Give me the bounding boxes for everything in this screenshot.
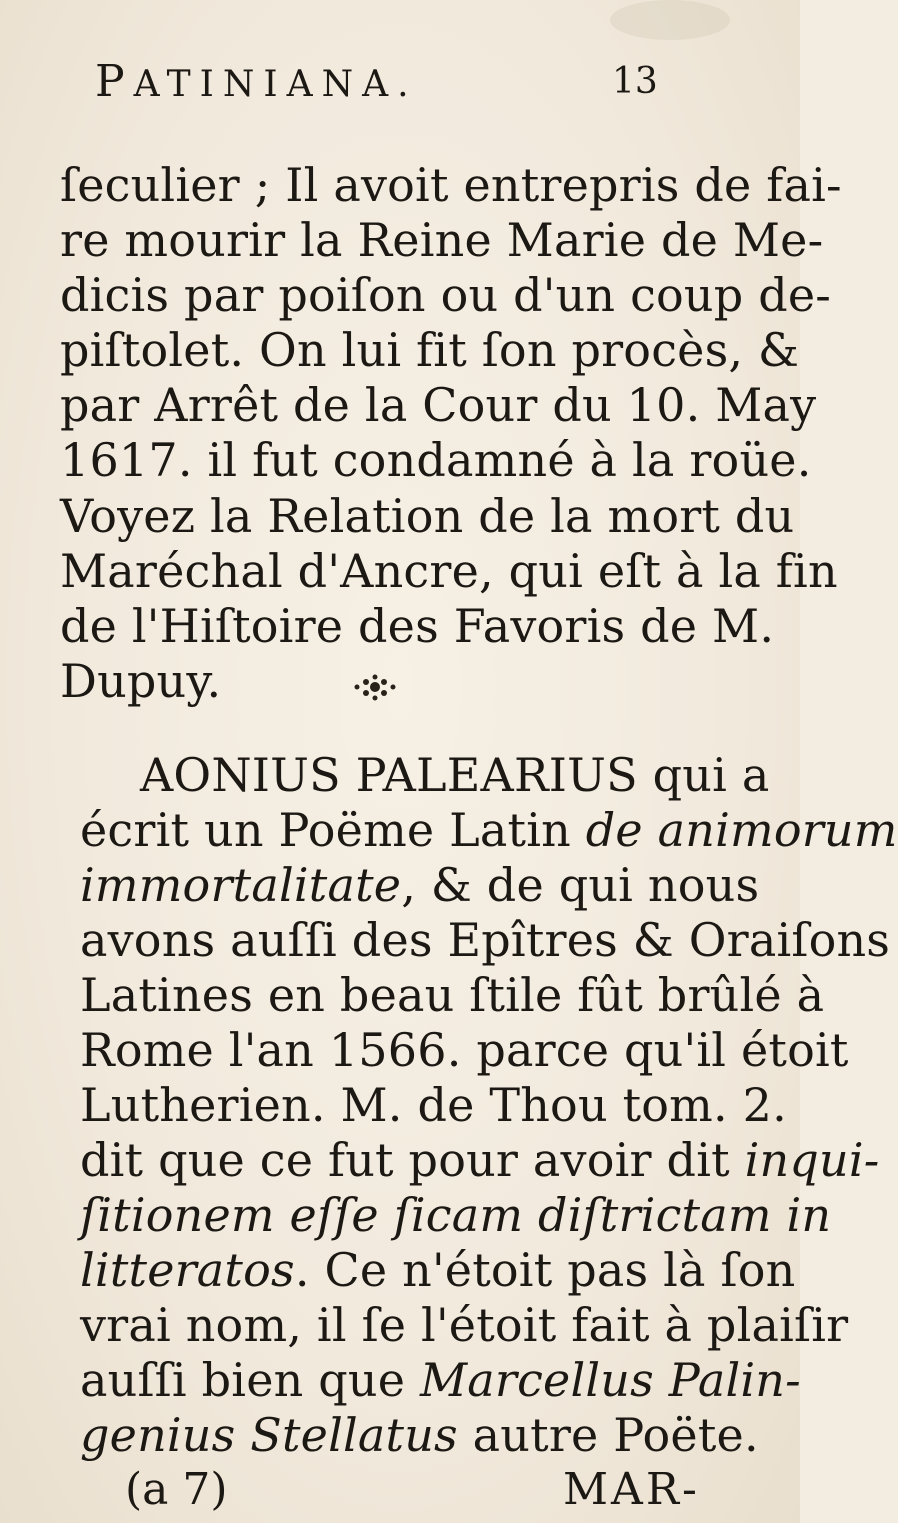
text-line: ſeculier ; Il avoit entrepris de fai-	[60, 158, 842, 212]
text-line: avons auſſi des Epîtres & Oraiſons	[80, 913, 891, 967]
text-line: dicis par poiſon ou d'un coup de-	[60, 268, 832, 322]
text-line: écrit un Poëme Latin de animorum	[80, 803, 898, 857]
page-footer	[0, 1460, 800, 1520]
text-line: piſtolet. On lui fit ſon procès, &	[60, 323, 800, 377]
text-line: vrai nom, il ſe l'étoit fait à plaiſir	[80, 1298, 849, 1352]
text-line: par Arrêt de la Cour du 10. May	[60, 378, 817, 432]
text-line: genius Stellatus autre Poëte.	[80, 1408, 759, 1462]
italic-quote: litteratos	[80, 1243, 295, 1297]
italic-name: genius Stellatus	[80, 1408, 458, 1462]
italic-title: immortalitate	[80, 858, 402, 912]
text-line: Lutherien. M. de Thou tom. 2.	[80, 1078, 787, 1132]
italic-name: Marcellus Palin-	[419, 1353, 801, 1407]
text-line: litteratos. Ce n'étoit pas là ſon	[80, 1243, 796, 1297]
italic-title: de animorum	[585, 803, 898, 857]
text-line: Maréchal d'Ancre, qui eſt à la fin	[60, 544, 838, 598]
text-line: Rome l'an 1566. parce qu'il étoit	[80, 1023, 849, 1077]
text-line: dit que ce fut pour avoir dit inqui-	[80, 1133, 880, 1187]
signature-mark: (a 7)	[125, 1464, 228, 1515]
text-line: immortalitate, & de qui nous	[80, 858, 760, 912]
page-number: 13	[612, 61, 658, 102]
text-line: Latines en beau ſtile fût brûlé à	[80, 968, 825, 1022]
text-line: auſſi bien que Marcellus Palin-	[80, 1353, 801, 1407]
running-header	[95, 52, 695, 112]
text-line: de l'Hiſtoire des Favoris de M.	[60, 599, 775, 653]
author-name: AONIUS PALEARIUS	[140, 748, 638, 802]
fleuron-ornament-icon	[352, 670, 398, 704]
text-line: Voyez la Relation de la mort du	[60, 489, 795, 543]
italic-quote: ſitionem eſſe ſicam diſtrictam in	[80, 1188, 832, 1242]
text-line: AONIUS PALEARIUS qui a	[140, 748, 770, 802]
paper-stain	[610, 0, 730, 40]
italic-quote: inqui-	[744, 1133, 880, 1187]
running-title: PATINIANA.	[95, 56, 418, 107]
text-line: 1617. il fut condamné à la roüe.	[60, 433, 812, 487]
text-line: Dupuy.	[60, 654, 222, 708]
catchword: MAR-	[563, 1464, 700, 1515]
text-line: re mourir la Reine Marie de Me-	[60, 213, 824, 267]
